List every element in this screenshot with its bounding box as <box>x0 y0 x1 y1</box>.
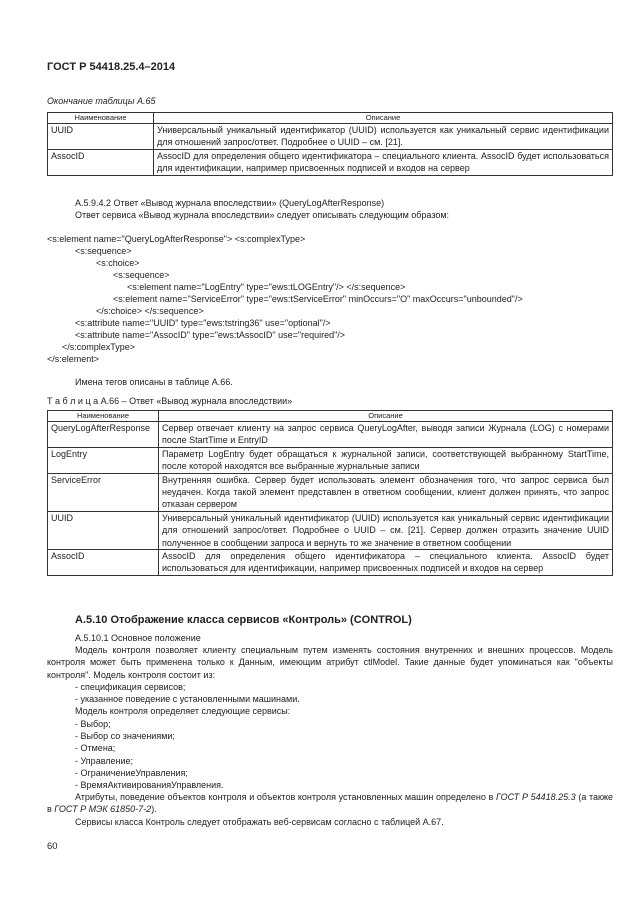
table-row <box>48 447 613 473</box>
cell-description: Универсальный уникальный идентификатор (UUID) используется как уникальный сервис идентификации для отношений запрос/ответ. Подробнее о UUID – см. [21]. Сервер должен отразить значение UUID полученное в сообщении запроса и вернуть то же значение в ответном сообщении <box>159 511 613 549</box>
column-header: Описание <box>159 411 613 422</box>
section-heading: А.5.10 Отображение класса сервисов «Контроль» (CONTROL) <box>75 614 412 626</box>
list-item: - Выбор; <box>75 719 111 729</box>
table-row <box>48 473 613 511</box>
code-line: <s:element name="LogEntry" type="ews:tLOGEntry"/> </s:sequence> <box>127 282 406 292</box>
cell-description: Внутренняя ошибка. Сервер будет использовать элемент обозначения того, что запрос сервиса был неудачен. Когда такой элемент представлен в ответном сообщении, клиент должен принять, что запрос отказан сервером <box>159 473 613 511</box>
list-item: - спецификация сервисов; <box>75 682 186 692</box>
code-line: <s:attribute name="UUID" type="ews:tstring36" use="optional"/> <box>75 318 331 328</box>
list-item: - ОграничениеУправления; <box>75 768 188 778</box>
paragraph: Ответ сервиса «Вывод журнала впоследствии» следует описывать следующим образом: <box>75 210 450 220</box>
code-line: <s:element name="ServiceError" type="ews:tServiceError" minOccurs="O" maxOccurs="unbounded"/> <box>113 294 523 304</box>
table-row <box>48 124 613 150</box>
table-65-caption: Окончание таблицы А.65 <box>47 96 156 106</box>
cell-description: AssocID для определения общего идентификатора – специального клиента. AssocID будет использоваться для идентификации, например присвоенных подписей и входов на сервер <box>154 149 613 175</box>
code-line: </s:complexType> <box>62 342 136 352</box>
code-line: <s:element name="QueryLogAfterResponse"> <s:complexType> <box>47 234 306 244</box>
code-line: <s:choice> <box>96 258 140 268</box>
cell-name: AssocID <box>48 550 159 576</box>
code-line: </s:choice> </s:sequence> <box>96 306 204 316</box>
code-line: <s:sequence> <box>113 270 170 280</box>
cell-name: QueryLogAfterResponse <box>48 422 159 448</box>
paragraph: Сервисы класса Контроль следует отображать веб-сервисам согласно с таблицей А.67. <box>75 817 444 827</box>
code-line: <s:sequence> <box>75 246 132 256</box>
page-number: 60 <box>47 841 58 852</box>
text: ). <box>151 804 157 815</box>
column-header: Наименование <box>48 411 159 422</box>
list-item: - указанное поведение с установленными машинами. <box>75 694 300 704</box>
table-66 <box>47 410 613 576</box>
column-header: Наименование <box>48 113 154 124</box>
table-row <box>48 149 613 175</box>
cell-description: AssocID для определения общего идентификатора – специального клиента. AssocID будет использоваться для идентификации, например присвоенных подписей и входов на сервер <box>159 550 613 576</box>
paragraph: Модель контроля позволяет клиенту специальным путем изменять состояния внутренних и внешних процессов. Модель контроля может быть применена только к Данным, имеющим атрибут ctlModel. Такие данные будет упоминаться как "объекты контроля". Модель контроля состоит из: <box>47 645 613 680</box>
subsection-title: А.5.10.1 Основное положение <box>75 633 201 643</box>
table-66-caption: Т а б л и ц а А.66 – Ответ «Вывод журнала впоследствии» <box>47 396 293 406</box>
code-line: <s:attribute name="AssocID" type="ews:tAssocID" use="required"/> <box>75 330 346 340</box>
document-header: ГОСТ Р 54418.25.4–2014 <box>47 61 176 73</box>
column-header: Описание <box>154 113 613 124</box>
table-row <box>48 422 613 448</box>
cell-name: AssocID <box>48 149 154 175</box>
code-line: </s:element> <box>47 354 100 364</box>
cell-name: UUID <box>48 124 154 150</box>
paragraph: Имена тегов описаны в таблице А.66. <box>75 377 233 387</box>
reference: ГОСТ Р 54418.25.3 <box>496 792 576 802</box>
cell-description: Универсальный уникальный идентификатор (UUID) используется как уникальный сервис идентификации для отношений запрос/ответ. Подробнее о UUID – см. [21]. <box>154 124 613 150</box>
list-item: - ВремяАктивированияУправления. <box>75 780 224 790</box>
table-row <box>48 550 613 576</box>
section-title: А.5.9.4.2 Ответ «Вывод журнала впоследствии» (QueryLogAfterResponse) <box>75 198 385 208</box>
text: Атрибуты, поведение объектов контроля и объектов контроля установленных машин определено в <box>75 792 496 802</box>
cell-description: Параметр LogEntry будет обращаться к журнальной записи, соответствующей выбранному StartTime, после которой находятся все выбранные журнальные записи <box>159 447 613 473</box>
list-item: - Отмена; <box>75 743 116 753</box>
table-row <box>48 511 613 549</box>
list-item: - Выбор со значениями; <box>75 731 175 741</box>
paragraph <box>47 791 613 816</box>
cell-description: Сервер отвечает клиенту на запрос сервиса QueryLogAfter, выводя записи Журнала (LOG) с номерами после StartTime и EntryID <box>159 422 613 448</box>
paragraph: Модель контроля определяет следующие сервисы: <box>75 706 291 716</box>
table-65 <box>47 112 613 176</box>
text: (а также в <box>47 792 613 815</box>
reference: ГОСТ Р МЭК 61850-7-2 <box>54 804 152 815</box>
cell-name: LogEntry <box>48 447 159 473</box>
cell-name: UUID <box>48 511 159 549</box>
cell-name: ServiceError <box>48 473 159 511</box>
list-item: - Управление; <box>75 756 134 766</box>
